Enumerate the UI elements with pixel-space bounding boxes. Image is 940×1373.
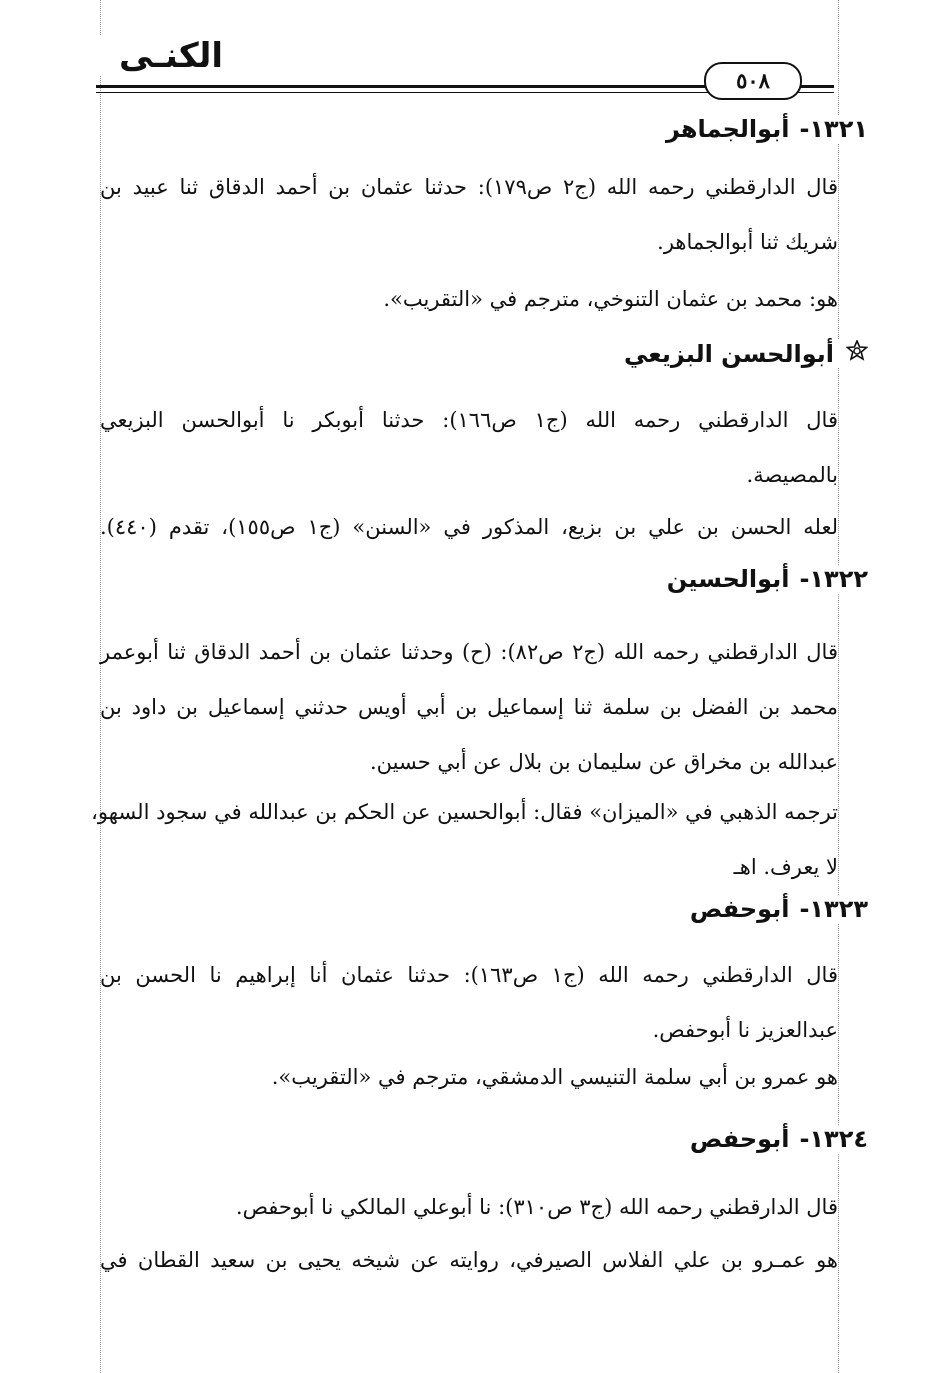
entry-note [100, 272, 838, 327]
entry-note [100, 1050, 838, 1105]
entry-quote [100, 393, 838, 503]
text-line: هو عمرو بن أبي سلمة التنيسي الدمشقي، مترجم في «التقريب». [271, 1065, 838, 1089]
entry-title: أبوالحسن البزيعي [624, 340, 834, 368]
entry-number: ١٣٢٢- [799, 565, 868, 593]
page-number: ٥٠٨ [704, 62, 802, 100]
entry-note [100, 1233, 838, 1288]
text-line: بالمصيصة. [746, 463, 838, 487]
margin-guide-right [838, 0, 840, 1373]
text-line: هو: محمد بن عثمان التنوخي، مترجم في «التقريب». [383, 287, 838, 311]
entry-heading [659, 565, 868, 593]
entry-quote [100, 625, 838, 790]
entry-heading [616, 340, 868, 368]
entry-quote [100, 160, 838, 270]
entry-title: أبوالجماهر [665, 115, 790, 143]
text-line: قال الدارقطني رحمه الله (ج١ ص١٦٦): حدثنا أبوبكر نا أبوالحسن البزيعي [100, 408, 838, 432]
running-title: الكنـى [96, 36, 246, 76]
entry-heading [682, 895, 868, 923]
entry-quote [100, 1180, 838, 1235]
entry-title: أبوحفص [689, 1125, 790, 1153]
text-line: قال الدارقطني رحمه الله (ج٢ ص٨٢): (ح) وحدثنا عثمان بن أحمد الدقاق ثنا أبوعمر [100, 640, 838, 664]
text-line: محمد بن الفضل بن سلمة ثنا إسماعيل بن أبي أويس حدثني إسماعيل بن داود بن [100, 695, 838, 719]
entry-number: ١٣٢١- [799, 115, 868, 143]
text-line: لا يعرف. اهـ [733, 855, 838, 879]
entry-heading [682, 1125, 868, 1153]
entry-note [91, 785, 838, 895]
text-line: قال الدارقطني رحمه الله (ج١ ص١٦٣): حدثنا عثمان أنا إبراهيم نا الحسن بن [100, 963, 838, 987]
entry-number: ١٣٢٤- [799, 1125, 868, 1153]
flower-star-icon [846, 340, 868, 368]
entry-quote [100, 948, 838, 1058]
text-line: شريك ثنا أبوالجماهر. [657, 230, 838, 254]
entry-note [100, 500, 838, 555]
entry-title: أبوحفص [689, 895, 790, 923]
text-line: هو عمـرو بن علي الفلاس الصيرفي، روايته عن شيخه يحيى بن سعيد القطان في [100, 1248, 838, 1272]
entry-number: ١٣٢٣- [799, 895, 868, 923]
text-line: لعله الحسن بن علي بن بزيع، المذكور في «السنن» (ج١ ص١٥٥)، تقدم (٤٤٠). [100, 515, 838, 539]
text-line: ترجمه الذهبي في «الميزان» فقال: أبوالحسين عن الحكم بن عبدالله في سجود السهو، [91, 800, 838, 824]
text-line: قال الدارقطني رحمه الله (ج٢ ص١٧٩): حدثنا عثمان بن أحمد الدقاق ثنا عبيد بن [100, 175, 838, 199]
entry-heading [658, 115, 868, 143]
text-line: قال الدارقطني رحمه الله (ج٣ ص٣١٠): نا أبوعلي المالكي نا أبوحفص. [235, 1195, 838, 1219]
text-line: عبدالله بن مخراق عن سليمان بن بلال عن أبي حسين. [370, 750, 838, 774]
text-line: عبدالعزيز نا أبوحفص. [652, 1018, 838, 1042]
entry-title: أبوالحسين [666, 565, 790, 593]
